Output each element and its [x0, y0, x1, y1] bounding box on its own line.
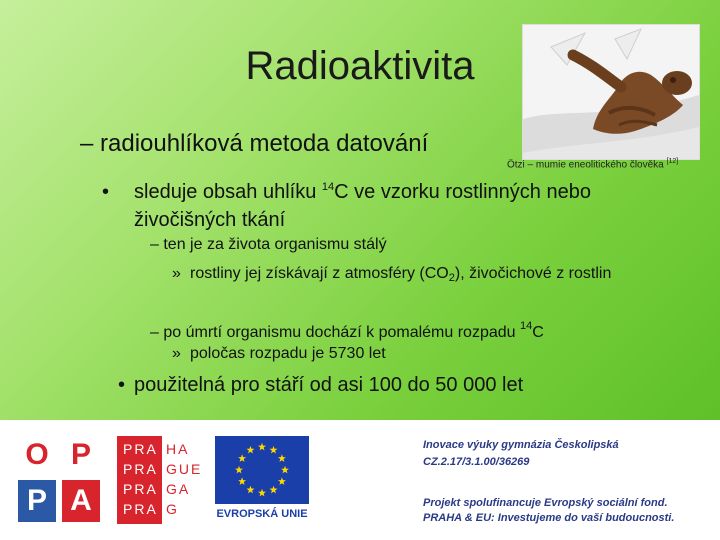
eu-star-icon [270, 446, 278, 454]
praha-syllable: PRA [123, 481, 158, 497]
eu-star-icon [235, 466, 243, 474]
bullet-text: poločas rozpadu je 5730 let [190, 345, 386, 362]
otzi-mummy-photo [522, 24, 700, 160]
subscript-two: 2 [448, 272, 455, 284]
isotope-mass-number: 14 [321, 181, 335, 193]
dash-bullet: – [150, 324, 159, 341]
slide-title: Radioaktivita [245, 44, 475, 88]
bullet-usable-age-range [118, 374, 523, 397]
bullet-decay-after-death [150, 315, 544, 344]
praha-syllable: GUE [166, 461, 203, 477]
bullet-text: rostliny jej získávají z atmosféry (CO [190, 265, 449, 282]
photo-caption [507, 158, 678, 170]
bullet-text-continued: ve vzorku rostlinných nebo živočišných tkání [134, 181, 591, 231]
dash-bullet: – [80, 130, 94, 157]
eu-star-icon [247, 446, 255, 454]
isotope-mass-number: 14 [519, 320, 533, 332]
eu-stars-icon [215, 436, 309, 504]
isotope-symbol: C [532, 324, 544, 341]
praha-syllable: PRA [123, 461, 158, 477]
bullet-text: po úmrtí organismu dochází k pomalému rozpadu [163, 324, 520, 341]
chevron-bullet: » [172, 345, 181, 362]
opp-letter: P [70, 438, 91, 471]
praha-syllable: G [166, 501, 179, 517]
praha-logo-right-text [166, 439, 202, 519]
eu-star-icon [278, 477, 286, 485]
bullet-carbon-content [102, 173, 694, 234]
dot-bullet: • [118, 374, 126, 396]
bullet-text: použitelná pro stáří od asi 100 do 50 000 let [134, 374, 524, 396]
bullet-text: ten je za života organismu stálý [163, 236, 387, 253]
eu-star-icon [258, 489, 266, 497]
dot-bullet: • [102, 181, 110, 203]
bullet-text-continued: ), živočichové z rostlin [454, 265, 612, 282]
bullet-half-life [172, 343, 700, 365]
praha-syllable: GA [166, 481, 191, 497]
eu-label: EVROPSKÁ UNIE [216, 508, 308, 520]
eu-star-icon [247, 486, 255, 494]
project-code: CZ.2.17/3.1.00/36269 [423, 456, 530, 468]
funding-note: Projekt spolufinancuje Evropský sociální fond. [423, 497, 668, 509]
photo-caption-reference: [12] [666, 158, 679, 165]
isotope-symbol: C [334, 181, 349, 203]
opp-logo [18, 434, 102, 526]
bullet-text: radiouhlíková metoda datování [100, 130, 429, 157]
bullet-radiocarbon-method [80, 130, 428, 158]
praha-syllable: PRA [123, 501, 158, 517]
project-name: Inovace výuky gymnázia Českolipská [423, 439, 619, 451]
eu-star-icon [238, 454, 246, 462]
eu-star-icon [278, 454, 286, 462]
chevron-bullet: » [172, 265, 181, 282]
eu-flag-icon [215, 436, 309, 504]
bullet-plants-atmosphere [172, 263, 700, 289]
praha-logo-left-text [123, 439, 158, 519]
eu-logo [205, 436, 319, 525]
eu-star-icon [270, 486, 278, 494]
eu-star-icon [281, 466, 289, 474]
bullet-stable-while-alive [150, 234, 387, 256]
opp-letter: A [62, 480, 100, 522]
eu-star-icon [258, 443, 266, 451]
dash-bullet: – [150, 236, 159, 253]
funding-slogan: PRAHA & EU: Investujeme do vaší budoucnosti. [423, 512, 675, 524]
praha-syllable: PRA [123, 441, 158, 457]
mummy-illustration [523, 25, 699, 159]
opp-letter: P [18, 480, 56, 522]
bullet-text: sleduje obsah uhlíku [134, 181, 322, 203]
praha-syllable: HA [166, 441, 190, 457]
opp-letter: O [25, 438, 49, 471]
photo-caption-text: Ötzi – mumie eneolitického člověka [507, 159, 664, 171]
praha-logo [117, 436, 214, 524]
eu-star-icon [238, 477, 246, 485]
